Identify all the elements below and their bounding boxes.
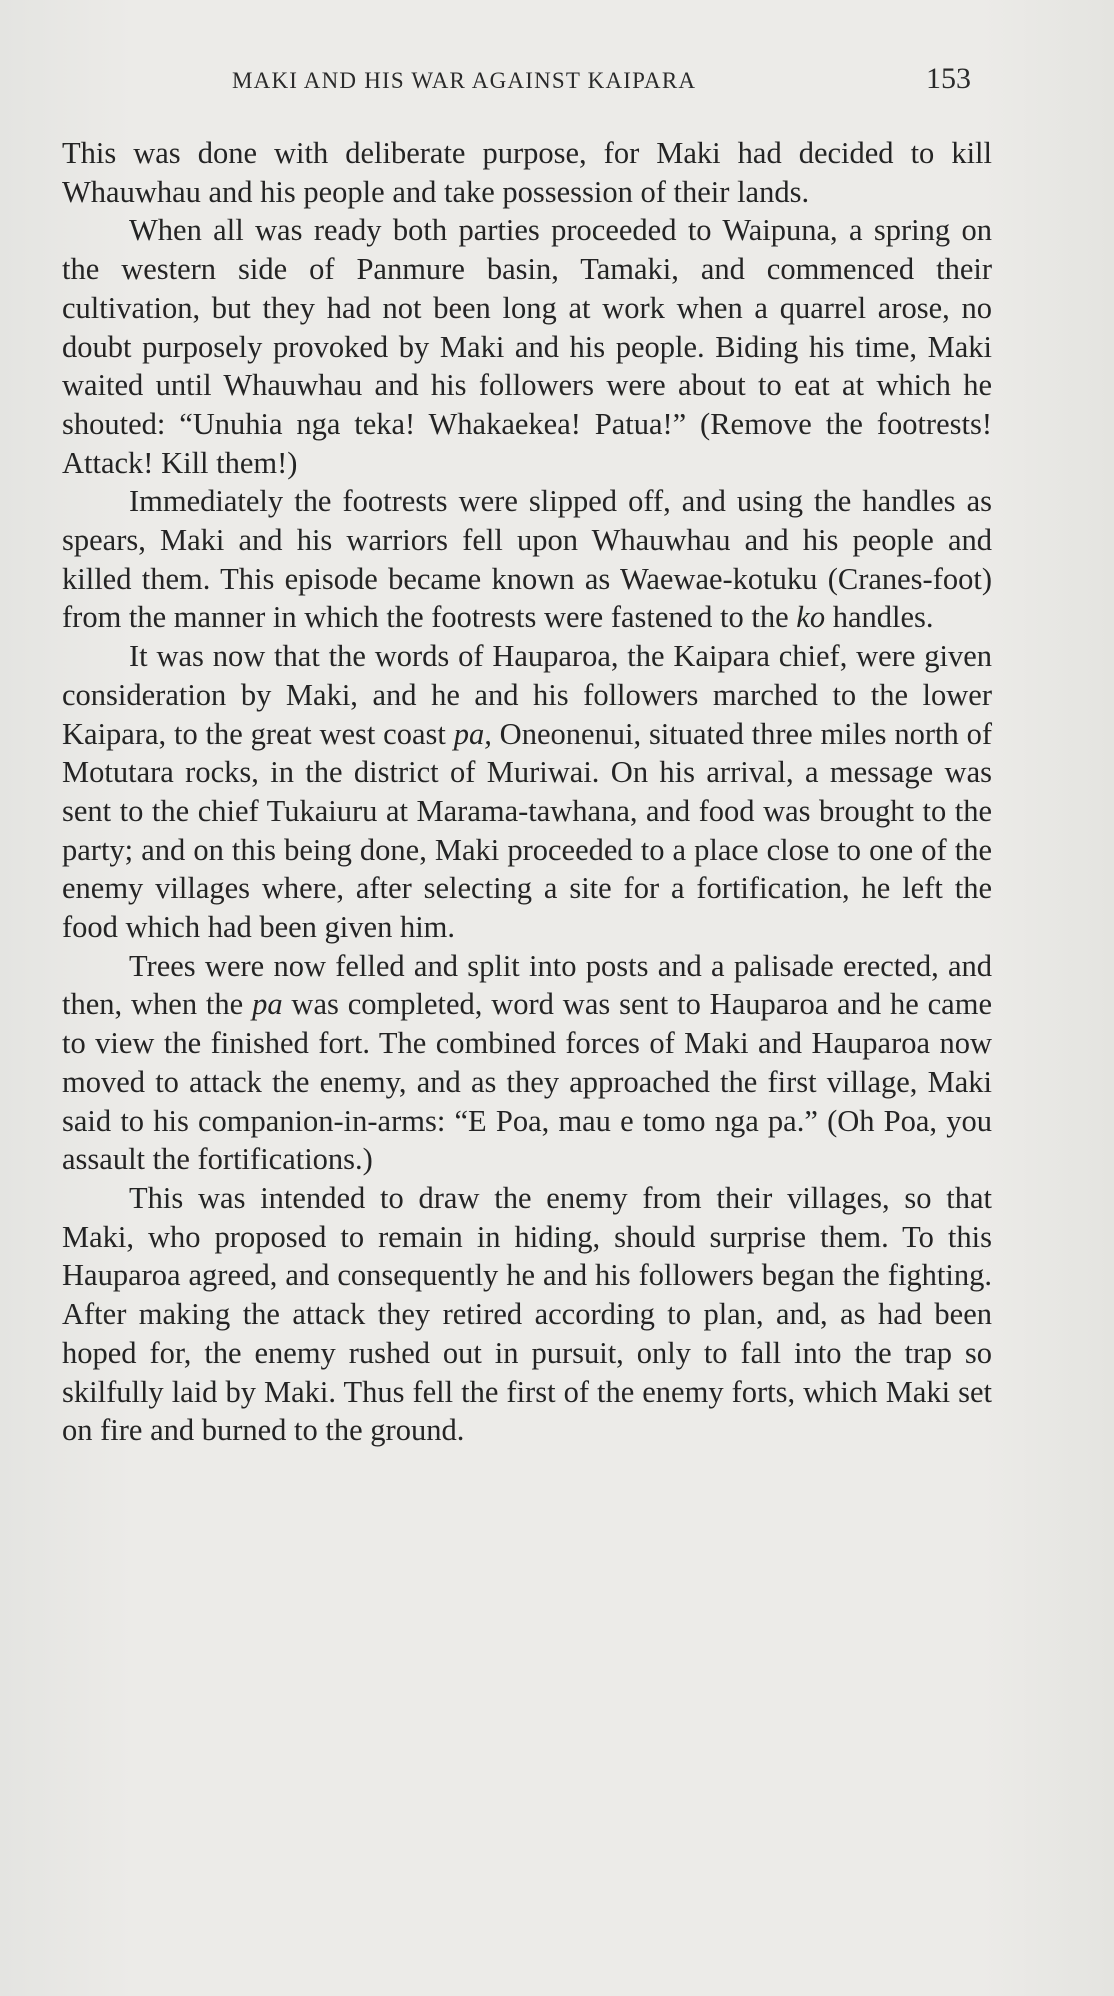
paragraph-4-text-start: It was now that the words of Hauparoa, the Kaipara chief, were given consideration by Maki, and he and his followers marched to the lower Kaipara, to the great west coast [62, 639, 992, 751]
paragraph-4-italic-term: pa, [453, 716, 492, 751]
paragraph-6 [62, 1179, 992, 1450]
paragraph-5-italic-term: pa [252, 987, 283, 1022]
paragraph-3-text-start: Immediately the footrests were slipped off, and using the handles as spears, Maki and his warriors fell upon Whauwhau and his people and killed them. This episode became known as Waewae-kotuku (Cranes-foot) from the manner in which the footrests were fastened to the [62, 484, 992, 635]
paragraph-3-italic-term: ko [796, 600, 826, 635]
running-head: MAKI AND HIS WAR AGAINST KAIPARA [232, 68, 697, 93]
paragraph-2-text: When all was ready both parties proceeded to Waipuna, a spring on the western side of Panmure basin, Tamaki, and commenced their cultivation, but they had not been long at work when a quarrel arose, no doubt purposely provoked by Maki and his people. Biding his time, Maki waited until Whauwhau and his followers were about to eat at which he shouted: “Unuhia nga teka! Whakaekea! Patua!” (Remove the footrests! Attack! Kill them!) [62, 213, 992, 480]
paragraph-3 [62, 482, 992, 637]
paragraph-5 [62, 947, 992, 1179]
paragraph-5-text-end: was completed, word was sent to Hauparoa and he came to view the finished fort. The combined forces of Maki and Hauparoa now moved to attack the enemy, and as they approached the first village, Maki said to his companion-in-arms: “E Poa, mau e tomo nga pa.” (Oh Poa, you assault the fortifications.) [62, 987, 992, 1177]
paragraph-5-text-start: Trees were now felled and split into posts and a palisade erected, and then, when the [62, 948, 992, 1022]
paragraph-4-text-end: Oneonenui, situated three miles north of Motutara rocks, in the district of Muriwai. On his arrival, a message was sent to the chief Tukaiuru at Marama-tawhana, and food was brought to the party; and on this being done, Maki proceeded to a place close to one of the enemy villages where, after selecting a site for a fortification, he left the food which had been given him. [62, 716, 992, 945]
paragraph-1-text: This was done with deliberate purpose, for Maki had decided to kill Whauwhau and his people and take possession of their lands. [62, 136, 992, 209]
body-text [62, 134, 992, 1450]
paragraph-6-text: This was intended to draw the enemy from their villages, so that Maki, who proposed to remain in hiding, should surprise them. To this Hauparoa agreed, and consequently he and his followers began the fighting. After making the attack they retired according to plan, and, as had been hoped for, the enemy rushed out in pursuit, only to fall into the trap so skilfully laid by Maki. Thus fell the first of the enemy forts, which Maki set on fire and burned to the ground. [62, 1180, 992, 1448]
page-number: 153 [926, 62, 971, 95]
paragraph-1 [62, 134, 992, 211]
paragraph-3-text-end: handles. [825, 600, 934, 635]
paragraph-2 [62, 211, 992, 482]
paragraph-4 [62, 637, 992, 947]
